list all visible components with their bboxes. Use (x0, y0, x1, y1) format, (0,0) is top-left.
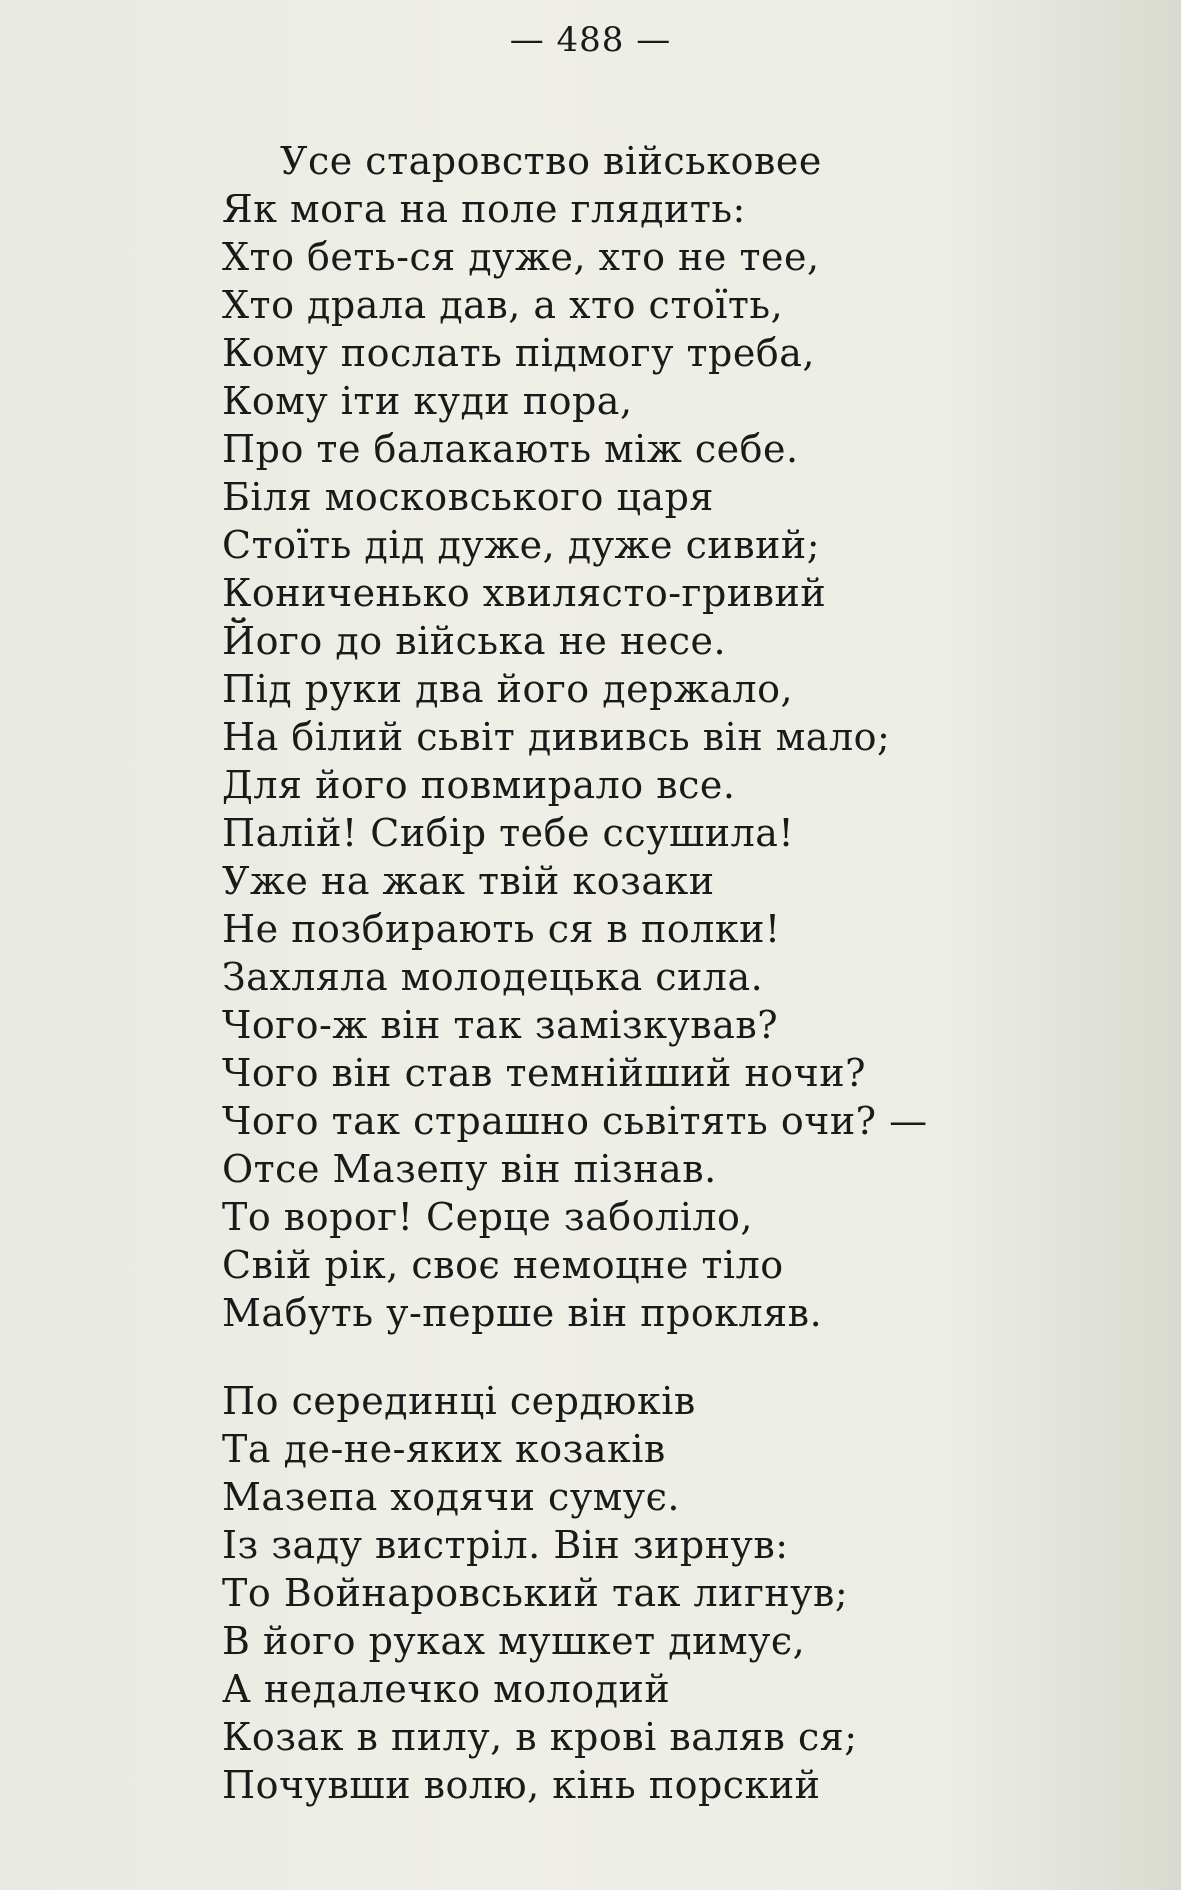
poem-line: Почувши волю, кінь порский (222, 1763, 821, 1807)
poem-line: Для його повмирало все. (222, 763, 736, 807)
poem-line: Уже на жак твій козаки (222, 859, 715, 903)
poem-line: Під руки два його держало, (222, 667, 794, 711)
poem-line: Козак в пилу, в крові валяв ся; (222, 1715, 858, 1759)
poem-line: Його до війська не несе. (222, 619, 727, 663)
poem-line: Стоїть дід дуже, дуже сивий; (222, 523, 821, 567)
poem-line: Хто драла дав, а хто стоїть, (222, 283, 784, 327)
stanza-1 (222, 137, 928, 1337)
poem-line: На білий сьвіт дививсь він мало; (222, 715, 891, 759)
poem-line: Не позбирають ся в полки! (222, 907, 781, 951)
poem-line: Мазепа ходячи сумує. (222, 1475, 680, 1519)
poem-line: В його руках мушкет димує, (222, 1619, 806, 1663)
poem-line: Та де-не-яких козаків (222, 1427, 666, 1471)
poem-line: Кому послать підмогу треба, (222, 331, 815, 375)
poem-line: Кому іти куди пора, (222, 379, 633, 423)
poem-line: По серединці сердюків (222, 1379, 696, 1423)
poem-line: Палій! Сибір тебе ссушила! (222, 811, 795, 855)
poem-line: То Войнаровський так лигнув; (222, 1571, 849, 1615)
poem-line: А недалечко молодий (222, 1667, 671, 1711)
poem-line: Із заду вистріл. Він зирнув: (222, 1523, 789, 1567)
poem-line: То ворог! Серце заболіло, (222, 1195, 753, 1239)
poem-line: Біля московського царя (222, 475, 714, 519)
poem-line: Як мога на поле глядить: (222, 187, 746, 231)
poem-line: Захляла молодецька сила. (222, 955, 764, 999)
poem-line: Усе старовство військовее (280, 139, 822, 183)
poem-line: Отсе Мазепу він пізнав. (222, 1147, 717, 1191)
poem-line: Чого-ж він так замізкував? (222, 1003, 779, 1047)
poem-line: Чого так страшно сьвітять очи? — (222, 1099, 928, 1143)
page-number: — 488 — (509, 20, 672, 60)
poem-line: Кониченько хвилясто-гривий (222, 571, 827, 615)
poem-line: Про те балакають між себе. (222, 427, 799, 471)
poem-line: Хто беть-ся дуже, хто не тее, (222, 235, 820, 279)
poem-line: Свій рік, своє немоцне тіло (222, 1243, 784, 1287)
poem-line: Мабуть у-перше він прокляв. (222, 1291, 823, 1335)
stanza-2 (222, 1377, 858, 1809)
poem-line: Чого він став темнійший ночи? (222, 1051, 866, 1095)
